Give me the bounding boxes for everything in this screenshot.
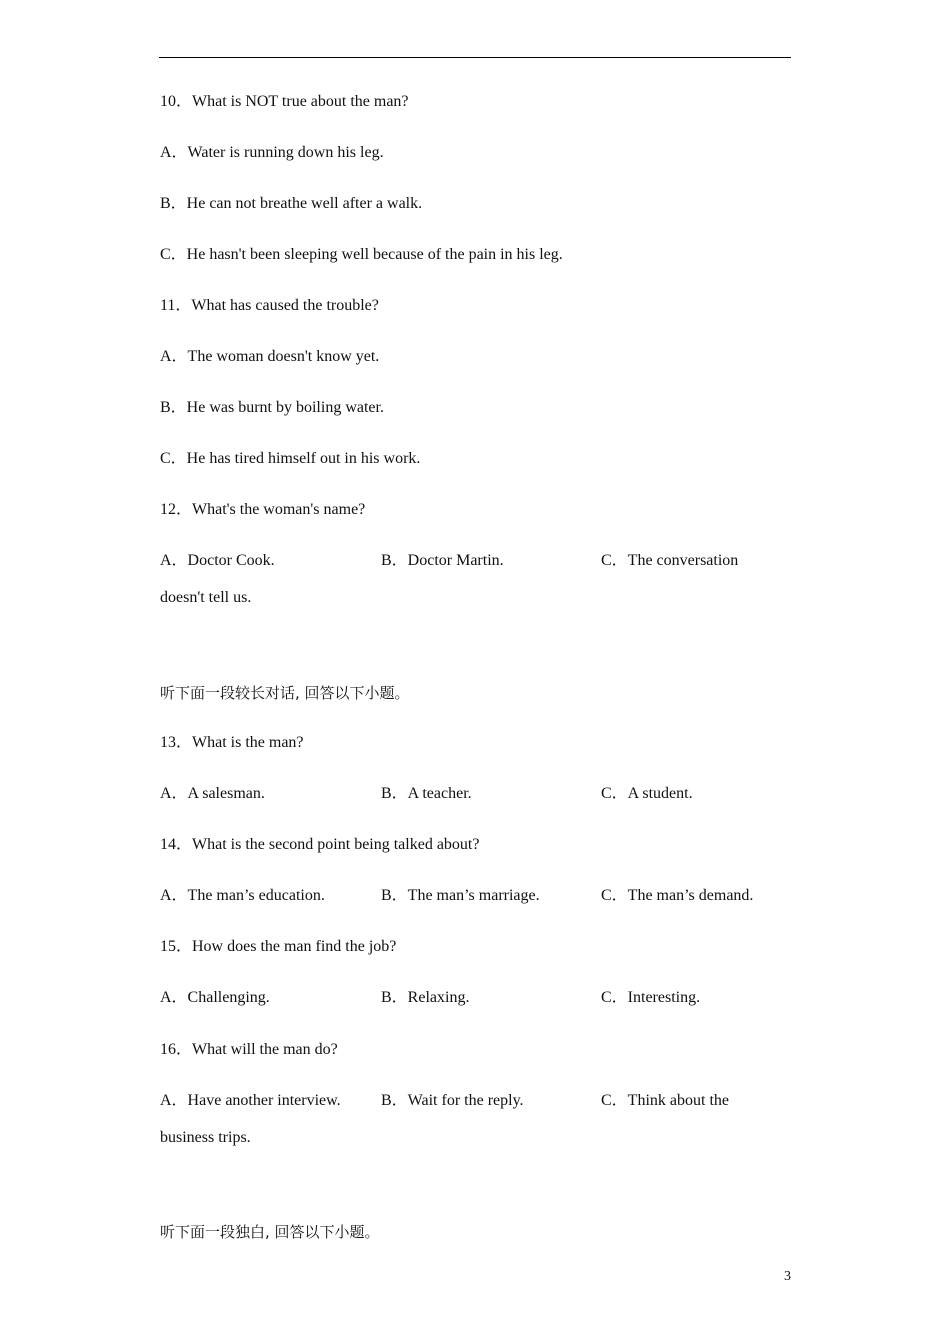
page-number: 3: [784, 1269, 791, 1284]
question-15-option-b: B．Relaxing.: [381, 989, 470, 1006]
question-10-stem: 10．What is NOT true about the man?: [160, 93, 409, 110]
question-16-option-a: A．Have another interview.: [160, 1092, 341, 1109]
section-instruction-monologue: 听下面一段独白, 回答以下小题。: [160, 1223, 380, 1241]
question-15-option-a: A．Challenging.: [160, 989, 270, 1006]
question-16-option-c: C．Think about the: [601, 1092, 729, 1109]
question-15-option-c: C．Interesting.: [601, 989, 701, 1006]
question-11-stem: 11．What has caused the trouble?: [160, 297, 379, 314]
question-13-option-a: A．A salesman.: [160, 785, 265, 802]
header-rule: [159, 57, 791, 58]
question-14-option-c: C．The man’s demand.: [601, 887, 754, 904]
question-15-stem: 15．How does the man find the job?: [160, 938, 397, 955]
question-10-option-c: C．He hasn't been sleeping well because of the pain in his leg.: [160, 246, 563, 263]
question-13-stem: 13．What is the man?: [160, 734, 304, 751]
question-10-option-b: B．He can not breathe well after a walk.: [160, 195, 423, 212]
question-12-option-b: B．Doctor Martin.: [381, 552, 504, 569]
question-13-option-b: B．A teacher.: [381, 785, 472, 802]
question-11-option-b: B．He was burnt by boiling water.: [160, 399, 384, 416]
question-11-option-c: C．He has tired himself out in his work.: [160, 450, 421, 467]
question-13-option-c: C．A student.: [601, 785, 693, 802]
question-16-option-b: B．Wait for the reply.: [381, 1092, 524, 1109]
question-16-option-c-continued: business trips.: [160, 1129, 251, 1146]
question-12-option-c: C．The conversation: [601, 552, 739, 569]
question-14-option-b: B．The man’s marriage.: [381, 887, 540, 904]
section-instruction-dialogue: 听下面一段较长对话, 回答以下小题。: [160, 684, 410, 702]
question-12-stem: 12．What's the woman's name?: [160, 501, 366, 518]
question-11-option-a: A．The woman doesn't know yet.: [160, 348, 380, 365]
question-14-stem: 14．What is the second point being talked about?: [160, 836, 480, 853]
question-16-stem: 16．What will the man do?: [160, 1041, 338, 1058]
question-12-option-c-continued: doesn't tell us.: [160, 589, 252, 606]
question-14-option-a: A．The man’s education.: [160, 887, 325, 904]
question-12-option-a: A．Doctor Cook.: [160, 552, 275, 569]
question-10-option-a: A．Water is running down his leg.: [160, 144, 384, 161]
